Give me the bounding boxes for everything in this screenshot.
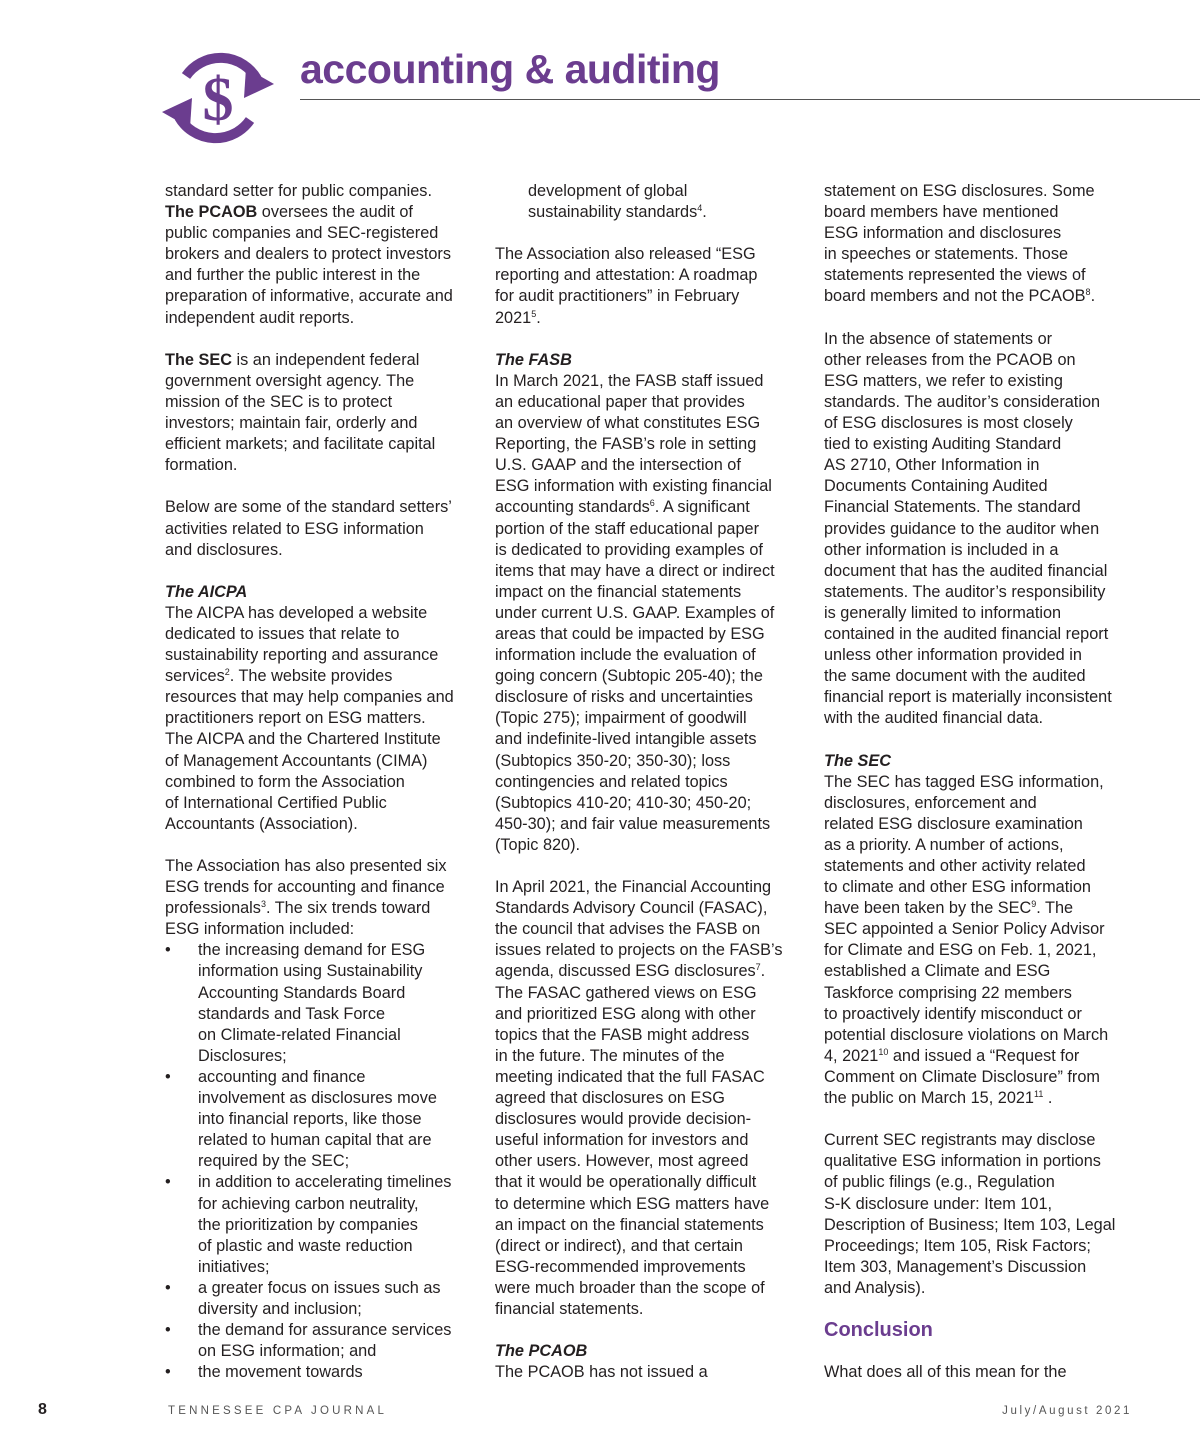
list-item: • a greater focus on issues such as diversity and inclusion; [165,1278,441,1318]
footnote-ref: 8 [1085,287,1091,298]
bullet-icon: • [165,1321,171,1340]
bullet-icon: • [165,1173,171,1192]
bullet-continuation: development of global sustainability standards$^4$. [528,182,707,222]
paragraph-trends: The Association has also presented six ESG trends for accounting and finance professionals$^3$. The six trends toward ESG information included: [165,857,447,939]
dollar-sign-glyph: $ [202,66,234,134]
bullet-icon: • [165,1067,171,1086]
paragraph-auditor-consideration: In the absence of statements or other releases from the PCAOB on ESG matters, we refer to existing standards. The auditor’s consideration of ESG disclosures is most closely tied to existing Auditing Standard AS 2710, Other Information in Documents Containing Audited Financial Statements. The standard provides guidance to the auditor when other information is included in a document that has the audited financial statements. The auditor’s responsibility is generally limited to information contained in the audited financial report unless other information provided in the same document with the audited financial report is materially inconsistent with the audited financial data. [824,329,1112,728]
footnote-ref: 4 [697,203,703,214]
paragraph-intro-activities: Below are some of the standard setters’ activities related to ESG information and disclosures. [165,498,452,559]
footnote-ref: 11 [1034,1089,1044,1100]
footnote-ref: 6 [649,498,655,509]
bullet-icon: • [165,941,171,960]
paragraph-roadmap: The Association also released “ESG reporting and attestation: A roadmap for audit practitioners” in February 2021$^5$. [495,245,758,327]
paragraph-pcaob-continued: statement on ESG disclosures. Some board members have mentioned ESG information and disclosures in speeches or statements. Those statements represented the views of board members and not the PCAOB$^8$. [824,182,1096,306]
footnote-ref: 10 [878,1046,889,1057]
list-item: • the movement towards [165,1362,477,1383]
subheading-pcaob: The PCAOB [495,1342,588,1361]
column-3 [824,181,1144,1383]
column-1 [165,181,477,1383]
bullet-icon: • [165,1363,171,1382]
pcaob-term: The PCAOB [165,203,258,222]
page-number: 8 [38,1401,47,1418]
list-item: • in addition to accelerating timelines for achieving carbon neutrality, the prioritization by companies of plastic and waste reduction initiatives; [165,1173,452,1276]
list-item: • the demand for assurance services on ESG information; and [165,1321,452,1361]
footnote-ref: 2 [224,667,230,678]
header-divider [300,99,1200,100]
paragraph-registrants: Current SEC registrants may disclose qualitative ESG information in portions of public filings (e.g., Regulation S-K disclosure under: Item 101, Description of Business; Item 103, Legal Proceedings; Item 105, Risk Factors; Item 303, Management’s Discussion and Analysis). [824,1131,1116,1297]
footnote-ref: 7 [755,962,761,973]
dollar-exchange-icon [160,44,276,154]
section-title: accounting & auditing [300,46,720,92]
list-item: • the increasing demand for ESG information using Sustainability Accounting Standards Board standards and Task Force on Climate-related Financial Disclosures; [165,941,426,1065]
column-2 [495,181,805,1383]
subheading-sec: The SEC [824,751,891,770]
paragraph-fasb: In March 2021, the FASB staff issued an educational paper that provides an overview of what constitutes ESG Reporting, the FASB’s role in setting U.S. GAAP and the intersection of ESG information with existing financial accounting standards$^6$. A significant portion of the staff educational paper is dedicated to providing examples of items that may have a direct or indirect impact on the financial statements under current U.S. GAAP. Examples of areas that could be impacted by ESG information include the evaluation of going concern (Subtopic 205-40); the disclosure of risks and uncertainties (Topic 275); impairment of goodwill and indefinite-lived intangible assets (Subtopics 350-20; 350-30); loss contingencies and related topics (Subtopics 410-20; 410-30; 450-20; 450-30); and fair value measurements (Topic 820). [495,371,775,854]
paragraph-fasac: In April 2021, the Financial Accounting Standards Advisory Council (FASAC), the council that advises the FASB on issues related to projects on the FASB’s agenda, discussed ESG disclosures$^7$. The FASAC gathered views on ESG and prioritized ESG along with other topics that the FASB might address in the future. The minutes of the meeting indicated that the full FASAC agreed that disclosures on ESG disclosures would provide decision- useful information for investors and other users. However, most agreed that it would be operationally difficult to determine which ESG matters have an impact on the financial statements (direct or indirect), and that certain ESG-recommended improvements were much broader than the scope of financial statements. [495,878,783,1318]
paragraph-conclusion: What does all of this mean for the [824,1363,1067,1382]
issue-date: July/August 2021 [1002,1405,1132,1417]
paragraph-aicpa: The AICPA has developed a website dedicated to issues that relate to sustainability reporting and assurance services$^2$. The website provides resources that may help companies and practitioners report on ESG matters. The AICPA and the Chartered Institute of Management Accountants (CIMA) combined to form the Association of International Certified Public Accountants (Association). [165,603,454,833]
heading-conclusion: Conclusion [824,1319,933,1342]
paragraph-pcaob: standard setter for public companies. The PCAOB oversees the audit of public companies and SEC-registered brokers and dealers to protect investors and further the public interest in the preparation of informative, accurate and independent audit reports. [165,182,453,327]
trends-list [165,940,477,1383]
bullet-icon: • [165,1278,171,1297]
journal-name: TENNESSEE CPA JOURNAL [168,1405,388,1417]
paragraph-sec-esg: The SEC has tagged ESG information, disclosures, enforcement and related ESG disclosure examination as a priority. A number of actions, statements and other activity related to climate and other ESG information have been taken by the SEC$^9$. The SEC appointed a Senior Policy Advisor for Climate and ESG on Feb. 1, 2021, established a Climate and ESG Taskforce comprising 22 members to proactively identify misconduct or potential disclosure violations on March 4, 2021$^{10}$ and issued a “Request for Comment on Climate Disclosure” from the public on March 15, 2021$^{11}$ . [824,772,1109,1108]
footnote-ref: 3 [260,899,266,910]
subheading-aicpa: The AICPA [165,582,248,601]
paragraph-pcaob-statement: The PCAOB has not issued a [495,1363,708,1382]
sec-term: The SEC [165,350,232,369]
subheading-fasb: The FASB [495,350,572,369]
footnote-ref: 5 [531,308,537,319]
list-item: • accounting and finance involvement as disclosures move into financial reports, like those related to human capital that are required by the SEC; [165,1067,437,1171]
footnote-ref: 9 [1031,899,1037,910]
paragraph-sec: The SEC is an independent federal government oversight agency. The mission of the SEC is to protect investors; maintain fair, orderly and efficient markets; and facilitate capital formation. [165,350,436,475]
